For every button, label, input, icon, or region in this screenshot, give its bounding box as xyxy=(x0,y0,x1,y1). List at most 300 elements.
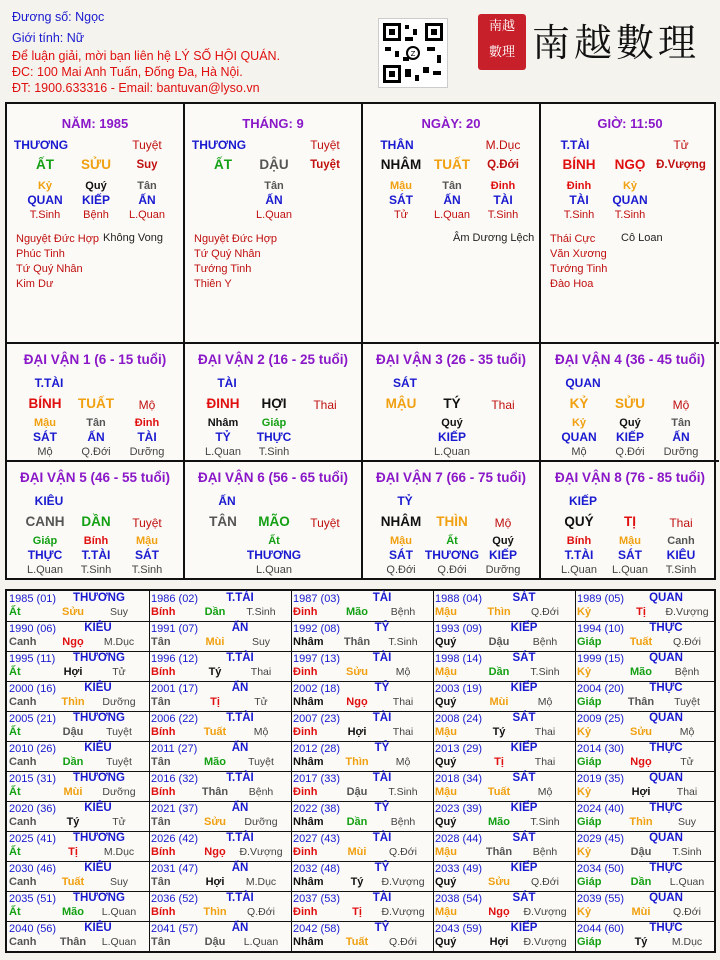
year-ten-god: TỶ xyxy=(374,622,390,634)
year-stage: Q.Đới xyxy=(531,606,559,618)
year-branch: Dần xyxy=(630,876,652,888)
year-cell xyxy=(291,621,433,651)
year-cell xyxy=(149,681,291,711)
year-ten-god: ẤN xyxy=(231,862,249,874)
dai-van-title: ĐẠI VẬN 3 (26 - 35 tuổi) xyxy=(375,352,527,367)
year-cell xyxy=(433,831,575,861)
star-list xyxy=(16,232,99,292)
year-stem: Giáp xyxy=(577,816,602,828)
year-branch: Dậu xyxy=(630,846,652,858)
hidden-god: KIẾP xyxy=(437,430,466,444)
year-branch: Mùi xyxy=(63,786,83,798)
year-ten-god: TÀI xyxy=(372,832,392,844)
life-stage: Mộ xyxy=(138,398,156,412)
year-label: 1986 (02) xyxy=(151,593,199,605)
earthly-branch: TỊ xyxy=(624,514,636,529)
hidden-stage: Q.Đới xyxy=(81,446,111,458)
year-stage: L.Quan xyxy=(243,936,279,948)
year-stage: Thai xyxy=(250,666,272,678)
year-cell xyxy=(575,651,717,681)
hidden-stem: Tân xyxy=(86,417,106,429)
year-label: 2000 (16) xyxy=(9,683,57,695)
year-branch: Thìn xyxy=(629,816,653,828)
year-branch: Mão xyxy=(488,816,510,828)
ten-god: THƯƠNG xyxy=(13,138,69,152)
year-cell xyxy=(149,831,291,861)
year-branch: Dậu xyxy=(62,726,84,738)
year-branch: Thân xyxy=(627,696,655,708)
year-ten-god: KIÊU xyxy=(84,622,112,634)
year-ten-god: ẤN xyxy=(231,922,249,934)
year-stage: Tuyệt xyxy=(674,696,700,708)
hidden-god: TÀI xyxy=(137,430,157,444)
star-item: Thái Cực xyxy=(550,233,596,245)
ten-god: KIÊU xyxy=(34,494,64,508)
year-branch: Thìn xyxy=(345,756,369,768)
hidden-stem: Mậu xyxy=(390,180,412,192)
year-stage: T.Sinh xyxy=(530,666,560,678)
hidden-god: QUAN xyxy=(27,193,63,207)
year-stem: Nhâm xyxy=(293,936,324,948)
year-label: 2012 (28) xyxy=(293,743,341,755)
dai-van-8 xyxy=(541,460,719,578)
year-stem: Đinh xyxy=(293,786,318,798)
hidden-god: ẤN xyxy=(138,193,156,207)
year-stage: M.Dục xyxy=(671,936,703,948)
year-cell xyxy=(433,591,575,621)
year-stem: Ất xyxy=(9,606,21,618)
year-label: 2024 (40) xyxy=(577,803,625,815)
hidden-god: TỶ xyxy=(215,430,231,444)
dai-van-1 xyxy=(7,342,185,460)
year-cell xyxy=(433,651,575,681)
ten-god: T.TÀI xyxy=(560,138,590,152)
year-stage: T.Sinh xyxy=(388,786,418,798)
hidden-god: SÁT xyxy=(389,548,413,562)
star-item: Kim Dư xyxy=(16,278,54,290)
seal-stamp: 南越 數理 xyxy=(478,14,526,70)
hidden-stage: L.Quan xyxy=(611,564,649,576)
hidden-stage: T.Sinh xyxy=(29,209,61,221)
year-branch: Dần xyxy=(488,666,510,678)
dai-van-title: ĐẠI VẬN 6 (56 - 65 tuổi) xyxy=(197,470,349,485)
pillar-title: NĂM: 1985 xyxy=(61,116,129,131)
hidden-stem: Ất xyxy=(268,535,280,547)
year-ten-god: THỰC xyxy=(649,622,683,634)
hidden-stem: Kỷ xyxy=(37,180,53,192)
earthly-branch: MÃO xyxy=(258,514,290,529)
ten-god: TÀI xyxy=(217,376,237,390)
year-ten-god: KIẾP xyxy=(510,802,538,814)
life-stage: Tuyệt xyxy=(132,138,162,152)
life-stage: Tuyệt xyxy=(132,516,162,530)
year-ten-god: THƯƠNG xyxy=(73,652,125,664)
pillar-title: GIỜ: 11:50 xyxy=(597,116,663,131)
year-stage: Q.Đới xyxy=(247,906,275,918)
year-stage: Thai xyxy=(392,726,414,738)
year-stage: Tử xyxy=(254,696,268,708)
hidden-stage: Dưỡng xyxy=(485,564,521,576)
year-stem: Nhâm xyxy=(293,636,324,648)
year-label: 2037 (53) xyxy=(293,893,341,905)
contact-note: Để luận giải, mời bạn liên hệ LÝ SỐ HỘI QUÁN. xyxy=(12,49,281,63)
year-stage: Suy xyxy=(109,606,129,618)
hidden-stage: L.Quan xyxy=(255,209,293,221)
year-stem: Ất xyxy=(9,666,21,678)
hidden-god: QUAN xyxy=(612,193,648,207)
year-branch: Tuất xyxy=(203,726,227,738)
hidden-god: KIẾP xyxy=(488,548,517,562)
year-ten-god: THƯƠNG xyxy=(73,712,125,724)
year-stem: Mậu xyxy=(435,606,457,618)
heavenly-stem: CANH xyxy=(25,514,65,529)
year-branch: Sửu xyxy=(629,726,653,738)
year-cell xyxy=(575,801,717,831)
dai-van-title: ĐẠI VẬN 7 (66 - 75 tuổi) xyxy=(375,470,527,485)
year-stem: Mậu xyxy=(435,666,457,678)
year-stage: M.Dục xyxy=(103,636,135,648)
year-stem: Ất xyxy=(9,846,21,858)
hidden-stage: T.Sinh xyxy=(131,564,163,576)
year-cell xyxy=(7,921,149,951)
hidden-stage: Dưỡng xyxy=(663,446,699,458)
dai-van-7 xyxy=(363,460,541,578)
year-stem: Tân xyxy=(151,696,171,708)
year-cell xyxy=(575,831,717,861)
hidden-stage: T.Sinh xyxy=(665,564,697,576)
hidden-stage: Q.Đới xyxy=(386,564,416,576)
year-ten-god: THỰC xyxy=(649,802,683,814)
hidden-god: TÀI xyxy=(493,193,513,207)
star-item: Nguyệt Đức Hợp xyxy=(194,233,278,245)
year-label: 2040 (56) xyxy=(9,923,57,935)
star-item: Phúc Tinh xyxy=(16,248,65,260)
year-stem: Bính xyxy=(151,906,176,918)
dai-van-title: ĐẠI VẬN 4 (36 - 45 tuổi) xyxy=(554,352,706,367)
year-label: 2006 (22) xyxy=(151,713,199,725)
ten-god: TỶ xyxy=(397,494,413,508)
year-label: 2018 (34) xyxy=(435,773,483,785)
year-ten-god: TÀI xyxy=(372,652,392,664)
earthly-branch: TUẤT xyxy=(78,396,114,411)
year-stem: Ất xyxy=(9,906,21,918)
year-cell xyxy=(291,681,433,711)
earthly-branch: THÌN xyxy=(436,514,468,529)
year-cell xyxy=(291,891,433,921)
dai-van-title: ĐẠI VẬN 2 (16 - 25 tuổi) xyxy=(197,352,349,367)
year-stage: Suy xyxy=(109,876,129,888)
year-cell xyxy=(291,861,433,891)
pillar-3 xyxy=(541,104,719,342)
year-label: 2042 (58) xyxy=(293,923,341,935)
year-ten-god: KIẾP xyxy=(510,862,538,874)
year-stage: L.Quan xyxy=(101,936,137,948)
hidden-god: TÀI xyxy=(569,193,589,207)
year-cell xyxy=(575,621,717,651)
year-stage: Mộ xyxy=(537,786,553,798)
year-branch: Thân xyxy=(201,786,229,798)
year-stage: Q.Đới xyxy=(389,846,417,858)
hidden-god: SÁT xyxy=(135,548,159,562)
year-branch: Ngọ xyxy=(488,906,510,918)
branch-state: Q.Đới xyxy=(487,159,519,171)
life-stage: Thai xyxy=(669,516,693,530)
year-cell xyxy=(7,651,149,681)
heavenly-stem: QUÝ xyxy=(564,514,594,529)
svg-text:Z: Z xyxy=(410,50,416,58)
year-cell xyxy=(575,771,717,801)
year-label: 1985 (01) xyxy=(9,593,57,605)
year-stem: Tân xyxy=(151,936,171,948)
year-stem: Canh xyxy=(9,756,37,768)
year-stem: Giáp xyxy=(577,936,602,948)
year-label: 1995 (11) xyxy=(9,653,56,665)
hidden-stem: Đinh xyxy=(566,180,592,192)
year-cell xyxy=(575,861,717,891)
year-stem: Canh xyxy=(9,876,37,888)
year-label: 2014 (30) xyxy=(577,743,625,755)
life-stage: Tử xyxy=(673,138,689,152)
hidden-god: THỰC xyxy=(256,430,292,444)
year-stage: Dưỡng xyxy=(102,696,136,708)
ten-god: ẤN xyxy=(218,494,236,508)
ten-god: QUAN xyxy=(565,376,601,390)
year-cell xyxy=(291,711,433,741)
year-cell xyxy=(433,801,575,831)
hidden-god: KIẾP xyxy=(81,193,110,207)
year-branch: Tý xyxy=(66,816,80,828)
year-cell xyxy=(291,741,433,771)
branch-state: Tuyệt xyxy=(310,159,340,171)
year-ten-god: KIÊU xyxy=(84,862,112,874)
year-label: 2011 (27) xyxy=(151,743,198,755)
year-ten-god: THƯƠNG xyxy=(73,772,125,784)
star-right: Cô Loan xyxy=(621,232,663,244)
star-item: Văn Xương xyxy=(550,248,607,260)
hidden-stem: Tân xyxy=(671,417,691,429)
dai-van-3 xyxy=(363,342,541,460)
hidden-stem: Tân xyxy=(442,180,462,192)
year-cell xyxy=(149,741,291,771)
year-label: 2028 (44) xyxy=(435,833,483,845)
year-cell xyxy=(291,771,433,801)
star-item: Đào Hoa xyxy=(550,278,594,290)
hidden-stem: Bính xyxy=(83,535,109,547)
earthly-branch: TUẤT xyxy=(434,157,470,172)
year-label: 2001 (17) xyxy=(151,683,199,695)
year-cell xyxy=(291,801,433,831)
year-stem: Giáp xyxy=(577,696,602,708)
hidden-god: SÁT xyxy=(618,548,642,562)
year-ten-god: SÁT xyxy=(512,772,536,784)
heavenly-stem: ĐINH xyxy=(206,396,240,411)
year-ten-god: T.TÀI xyxy=(226,712,254,724)
year-label: 2031 (47) xyxy=(151,863,199,875)
year-ten-god: KIẾP xyxy=(510,922,538,934)
year-stem: Canh xyxy=(9,816,37,828)
dai-van-title: ĐẠI VẬN 5 (46 - 55 tuổi) xyxy=(19,470,171,485)
year-label: 2039 (55) xyxy=(577,893,625,905)
year-cell xyxy=(7,891,149,921)
year-stem: Nhâm xyxy=(293,756,324,768)
year-ten-god: THỰC xyxy=(649,922,683,934)
star-item: Tứ Quý Nhân xyxy=(16,263,83,275)
year-branch: Hợi xyxy=(631,786,651,798)
heavenly-stem: NHÂM xyxy=(380,157,422,172)
year-ten-god: THƯƠNG xyxy=(73,592,125,604)
year-ten-god: ẤN xyxy=(231,622,249,634)
year-stage: Tử xyxy=(112,666,126,678)
earthly-branch: TÝ xyxy=(443,396,461,411)
year-cell xyxy=(575,681,717,711)
year-stage: Dưỡng xyxy=(244,816,278,828)
heavenly-stem: TÂN xyxy=(209,514,237,529)
year-stem: Quý xyxy=(435,936,457,948)
year-stem: Đinh xyxy=(293,726,318,738)
dai-van-2 xyxy=(185,342,363,460)
hidden-stage: L.Quan xyxy=(128,209,166,221)
earthly-branch: SỬU xyxy=(615,396,645,411)
year-ten-god: TÀI xyxy=(372,772,392,784)
year-stage: Đ.Vượng xyxy=(523,936,567,948)
year-stage: Mộ xyxy=(537,696,553,708)
dai-van-5 xyxy=(7,460,185,578)
year-cell xyxy=(149,711,291,741)
hidden-stage: L.Quan xyxy=(255,564,293,576)
hidden-god: KIẾP xyxy=(615,430,644,444)
year-branch: Mão xyxy=(204,756,226,768)
year-ten-god: SÁT xyxy=(512,652,536,664)
year-stage: Thai xyxy=(392,696,414,708)
year-ten-god: SÁT xyxy=(512,592,536,604)
hidden-god: T.TÀI xyxy=(564,548,594,562)
year-branch: Mùi xyxy=(631,906,651,918)
year-ten-god: ẤN xyxy=(231,802,249,814)
heavenly-stem: MẬU xyxy=(385,396,417,411)
ten-god: T.TÀI xyxy=(34,376,64,390)
hidden-stage: Mộ xyxy=(37,446,53,458)
year-branch: Dậu xyxy=(346,786,368,798)
year-label: 2017 (33) xyxy=(293,773,341,785)
year-label: 2005 (21) xyxy=(9,713,57,725)
year-stage: T.Sinh xyxy=(530,816,560,828)
year-label: 1999 (15) xyxy=(577,653,625,665)
hidden-god: THƯƠNG xyxy=(246,548,302,562)
year-stage: M.Dục xyxy=(103,846,135,858)
earthly-branch: SỬU xyxy=(81,157,111,172)
year-cell xyxy=(7,621,149,651)
hidden-god: QUAN xyxy=(561,430,597,444)
year-branch: Thân xyxy=(59,936,87,948)
year-stem: Kỷ xyxy=(577,906,592,918)
branch-state: Đ.Vượng xyxy=(656,159,706,171)
year-stem: Nhâm xyxy=(293,816,324,828)
qr-code-icon xyxy=(378,18,448,88)
year-cell xyxy=(7,591,149,621)
year-label: 2033 (49) xyxy=(435,863,483,875)
year-label: 2035 (51) xyxy=(9,893,57,905)
hidden-stage: L.Quan xyxy=(560,564,598,576)
year-stage: Mộ xyxy=(253,726,269,738)
year-branch: Thân xyxy=(485,846,513,858)
hidden-stem: Kỷ xyxy=(571,417,587,429)
star-item: Tứ Quý Nhân xyxy=(194,248,261,260)
pillar-2 xyxy=(363,104,541,342)
year-branch: Thân xyxy=(343,636,371,648)
year-label: 2043 (59) xyxy=(435,923,483,935)
year-stem: Quý xyxy=(435,636,457,648)
year-stage: Q.Đới xyxy=(673,906,701,918)
hidden-stage: T.Sinh xyxy=(487,209,519,221)
hidden-god: THỰC xyxy=(27,548,63,562)
year-label: 2015 (31) xyxy=(9,773,57,785)
hidden-stem: Ất xyxy=(446,535,458,547)
hidden-god: THƯƠNG xyxy=(424,548,480,562)
year-label: 2025 (41) xyxy=(9,833,57,845)
year-label: 1990 (06) xyxy=(9,623,57,635)
year-stage: Thai xyxy=(534,756,556,768)
year-stem: Kỷ xyxy=(577,666,592,678)
year-branch: Hợi xyxy=(347,726,367,738)
year-branch: Thìn xyxy=(61,696,85,708)
year-branch: Tị xyxy=(68,846,78,858)
year-branch: Ngọ xyxy=(346,696,368,708)
year-cell xyxy=(433,621,575,651)
year-ten-god: THƯƠNG xyxy=(73,832,125,844)
hidden-stem: Quý xyxy=(441,417,463,429)
year-stem: Quý xyxy=(435,816,457,828)
year-cell xyxy=(433,711,575,741)
year-ten-god: T.TÀI xyxy=(226,892,254,904)
year-branch: Tị xyxy=(210,696,220,708)
earthly-branch: NGỌ xyxy=(614,157,646,172)
year-cell xyxy=(149,591,291,621)
year-stage: Suy xyxy=(677,816,697,828)
hidden-god: ẤN xyxy=(87,430,105,444)
year-stem: Bính xyxy=(151,726,176,738)
year-stage: Bệnh xyxy=(532,846,558,858)
hidden-stem: Giáp xyxy=(261,417,287,429)
year-label: 2023 (39) xyxy=(435,803,483,815)
year-cell xyxy=(149,861,291,891)
year-cell xyxy=(575,711,717,741)
dai-van-title: ĐẠI VẬN 1 (6 - 15 tuổi) xyxy=(23,352,167,367)
year-label: 2036 (52) xyxy=(151,893,199,905)
year-stem: Tân xyxy=(151,816,171,828)
year-stem: Đinh xyxy=(293,666,318,678)
hidden-stage: T.Sinh xyxy=(614,209,646,221)
year-label: 2038 (54) xyxy=(435,893,483,905)
year-stage: Dưỡng xyxy=(102,786,136,798)
ten-god: SÁT xyxy=(393,376,417,390)
year-branch: Tý xyxy=(208,666,222,678)
year-ten-god: THỰC xyxy=(649,682,683,694)
gender: Giới tính: Nữ xyxy=(12,31,85,45)
year-stem: Mậu xyxy=(435,906,457,918)
year-ten-god: KIÊU xyxy=(84,742,112,754)
year-cell xyxy=(149,801,291,831)
year-ten-god: KIÊU xyxy=(84,802,112,814)
year-ten-god: T.TÀI xyxy=(226,592,254,604)
year-cell xyxy=(7,711,149,741)
hidden-stage: Tử xyxy=(393,209,409,221)
hidden-stage: L.Quan xyxy=(204,446,242,458)
year-branch: Tuất xyxy=(61,876,85,888)
star-item: Thiên Y xyxy=(194,278,232,290)
hidden-stem: Giáp xyxy=(32,535,58,547)
hidden-stage: Dưỡng xyxy=(129,446,165,458)
year-stage: Mộ xyxy=(395,666,411,678)
